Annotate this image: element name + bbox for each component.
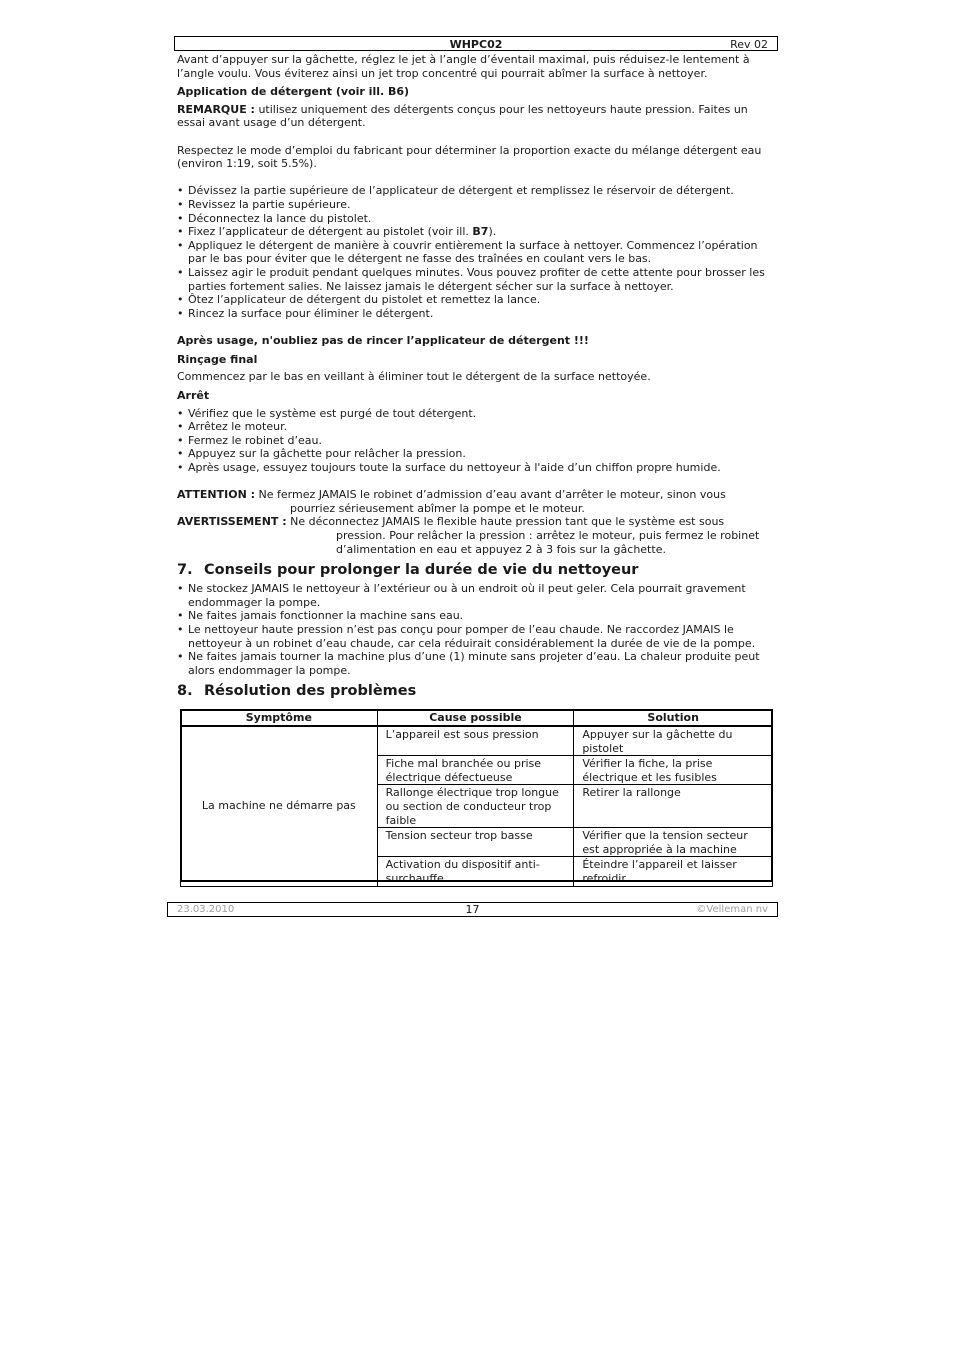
- list-item: • Ôtez l’applicateur de détergent du pistolet et remettez la lance.: [177, 293, 777, 307]
- after-use-note: Après usage, n'oubliez pas de rincer l’applicateur de détergent !!!: [177, 334, 589, 348]
- cause-cell: L’appareil est sous pression: [377, 726, 574, 756]
- section-7-heading: [177, 561, 777, 579]
- list-item: • Le nettoyeur haute pression n’est pas conçu pour pomper de l’eau chaude. Ne raccordez JAMAIS le nettoyeur à un robinet d’eau chaude, car cela réduirait considérablement la durée de vie de la pompe.: [177, 623, 777, 650]
- list-item: • Ne faites jamais fonctionner la machine sans eau.: [177, 609, 777, 623]
- page-footer: [167, 902, 778, 917]
- solution-cell: Appuyer sur la gâchette du pistolet: [574, 726, 773, 756]
- page-content: [177, 53, 777, 700]
- step-text: ).: [488, 225, 497, 239]
- section-number: 8.: [177, 683, 193, 700]
- table-header-row: [181, 710, 773, 726]
- solution-cell: Vérifier la fiche, la prise électrique et les fusibles: [574, 756, 773, 785]
- warning-line: Ne déconnectez JAMAIS le flexible haute pression tant que le système est sous: [286, 515, 725, 529]
- attention-line: Ne fermez JAMAIS le robinet d’admission d’eau avant d’arrêter le moteur, sinon vous: [255, 488, 726, 502]
- warning-line: pression. Pour relâcher la pression : arrêtez le moteur, puis fermez le robinet: [336, 529, 760, 542]
- section-title: Résolution des problèmes: [204, 683, 417, 700]
- remark-paragraph: [177, 103, 777, 130]
- list-item: • Après usage, essuyez toujours toute la surface du nettoyeur à l'aide d’un chiffon propre humide.: [177, 461, 777, 475]
- warning-note: [177, 515, 777, 556]
- list-item: • Fermez le robinet d’eau.: [177, 434, 777, 448]
- section-8-heading: [177, 682, 777, 700]
- cause-cell: Tension secteur trop basse: [377, 828, 574, 857]
- page-number: 17: [465, 903, 480, 916]
- warning-label: AVERTISSEMENT :: [177, 515, 287, 529]
- remark-label: REMARQUE :: [177, 102, 255, 116]
- table-row: [181, 726, 773, 756]
- list-item: • Ne stockez JAMAIS le nettoyeur à l’extérieur ou à un endroit où il peut geler. Cela pourrait gravement endommager la pompe.: [177, 582, 777, 609]
- column-header: Cause possible: [377, 710, 574, 726]
- attention-line: pourriez sérieusement abîmer la pompe et le moteur.: [290, 501, 585, 515]
- cause-cell: Fiche mal branchée ou prise électrique défectueuse: [377, 756, 574, 785]
- stop-heading: Arrêt: [177, 389, 210, 403]
- model-number: WHPC02: [449, 38, 503, 51]
- section-7-list: [177, 582, 777, 677]
- section-title: Conseils pour prolonger la durée de vie du nettoyeur: [204, 562, 639, 579]
- remark-text: utilisez uniquement des détergents conçus pour les nettoyeurs haute pression. Faites un essai avant usage d’un détergent.: [177, 102, 748, 130]
- list-item: • Revissez la partie supérieure.: [177, 198, 777, 212]
- warning-line: d’alimentation en eau et appuyez 2 à 3 fois sur la gâchette.: [336, 542, 666, 556]
- detergent-heading: Application de détergent (voir ill. B6): [177, 85, 410, 99]
- list-item: • Appliquez le détergent de manière à couvrir entièrement la surface à nettoyer. Commencez l’opération par le bas pour éviter que le détergent ne fasse des traînées en coulant vers le bas.: [177, 239, 777, 266]
- page-header: [174, 36, 778, 51]
- attention-note: [177, 488, 777, 515]
- mix-paragraph: Respectez le mode d’emploi du fabricant pour déterminer la proportion exacte du mélange détergent eau (environ 1:19, soit 5.5%).: [177, 143, 762, 171]
- list-item: • Ne faites jamais tourner la machine plus d’une (1) minute sans projeter d’eau. La chaleur produite peut alors endommager la pompe.: [177, 650, 777, 677]
- list-item: • Rincez la surface pour éliminer le détergent.: [177, 307, 777, 321]
- cause-cell: Activation du dispositif anti-surchauffe: [377, 857, 574, 886]
- list-item: • Dévissez la partie supérieure de l’applicateur de détergent et remplissez le réservoir de détergent.: [177, 184, 777, 198]
- cause-cell: Rallonge électrique trop longue ou section de conducteur trop faible: [377, 785, 574, 828]
- rinse-text: Commencez par le bas en veillant à éliminer tout le détergent de la surface nettoyée.: [177, 370, 651, 384]
- intro-paragraph: Avant d’appuyer sur la gâchette, réglez le jet à l’angle d’éventail maximal, puis réduisez-le lentement à l’angle voulu. Vous éviterez ainsi un jet trop concentré qui pourrait abîmer la surface à nettoyer.: [177, 53, 750, 80]
- attention-label: ATTENTION :: [177, 488, 256, 502]
- step-text: Fixez l’applicateur de détergent au pistolet (voir ill.: [188, 225, 473, 239]
- symptom-cell: La machine ne démarre pas: [181, 726, 378, 886]
- figure-ref: B7: [472, 225, 489, 239]
- solution-cell: Retirer la rallonge: [574, 785, 773, 828]
- stop-steps: [177, 407, 777, 475]
- column-header: Solution: [574, 710, 773, 726]
- list-item: • Vérifiez que le système est purgé de tout détergent.: [177, 407, 777, 421]
- list-item: • Arrêtez le moteur.: [177, 420, 777, 434]
- revision: Rev 02: [730, 38, 768, 51]
- list-item: • Appuyez sur la gâchette pour relâcher la pression.: [177, 447, 777, 461]
- troubleshooting-table: [180, 709, 773, 887]
- column-header: Symptôme: [181, 710, 378, 726]
- section-number: 7.: [177, 562, 193, 579]
- rinse-heading: Rinçage final: [177, 352, 258, 366]
- footer-copyright: ©Velleman nv: [696, 904, 768, 915]
- list-item: [177, 225, 777, 239]
- detergent-steps: [177, 184, 777, 320]
- solution-cell: Vérifier que la tension secteur est appropriée à la machine: [574, 828, 773, 857]
- list-item: • Laissez agir le produit pendant quelques minutes. Vous pouvez profiter de cette attente pour brosser les parties fortement salies. Ne laissez jamais le détergent sécher sur la surface à nettoyer.: [177, 266, 777, 293]
- footer-date: 23.03.2010: [177, 904, 235, 915]
- list-item: • Déconnectez la lance du pistolet.: [177, 212, 777, 226]
- solution-cell: Éteindre l’appareil et laisser refroidir: [574, 857, 773, 886]
